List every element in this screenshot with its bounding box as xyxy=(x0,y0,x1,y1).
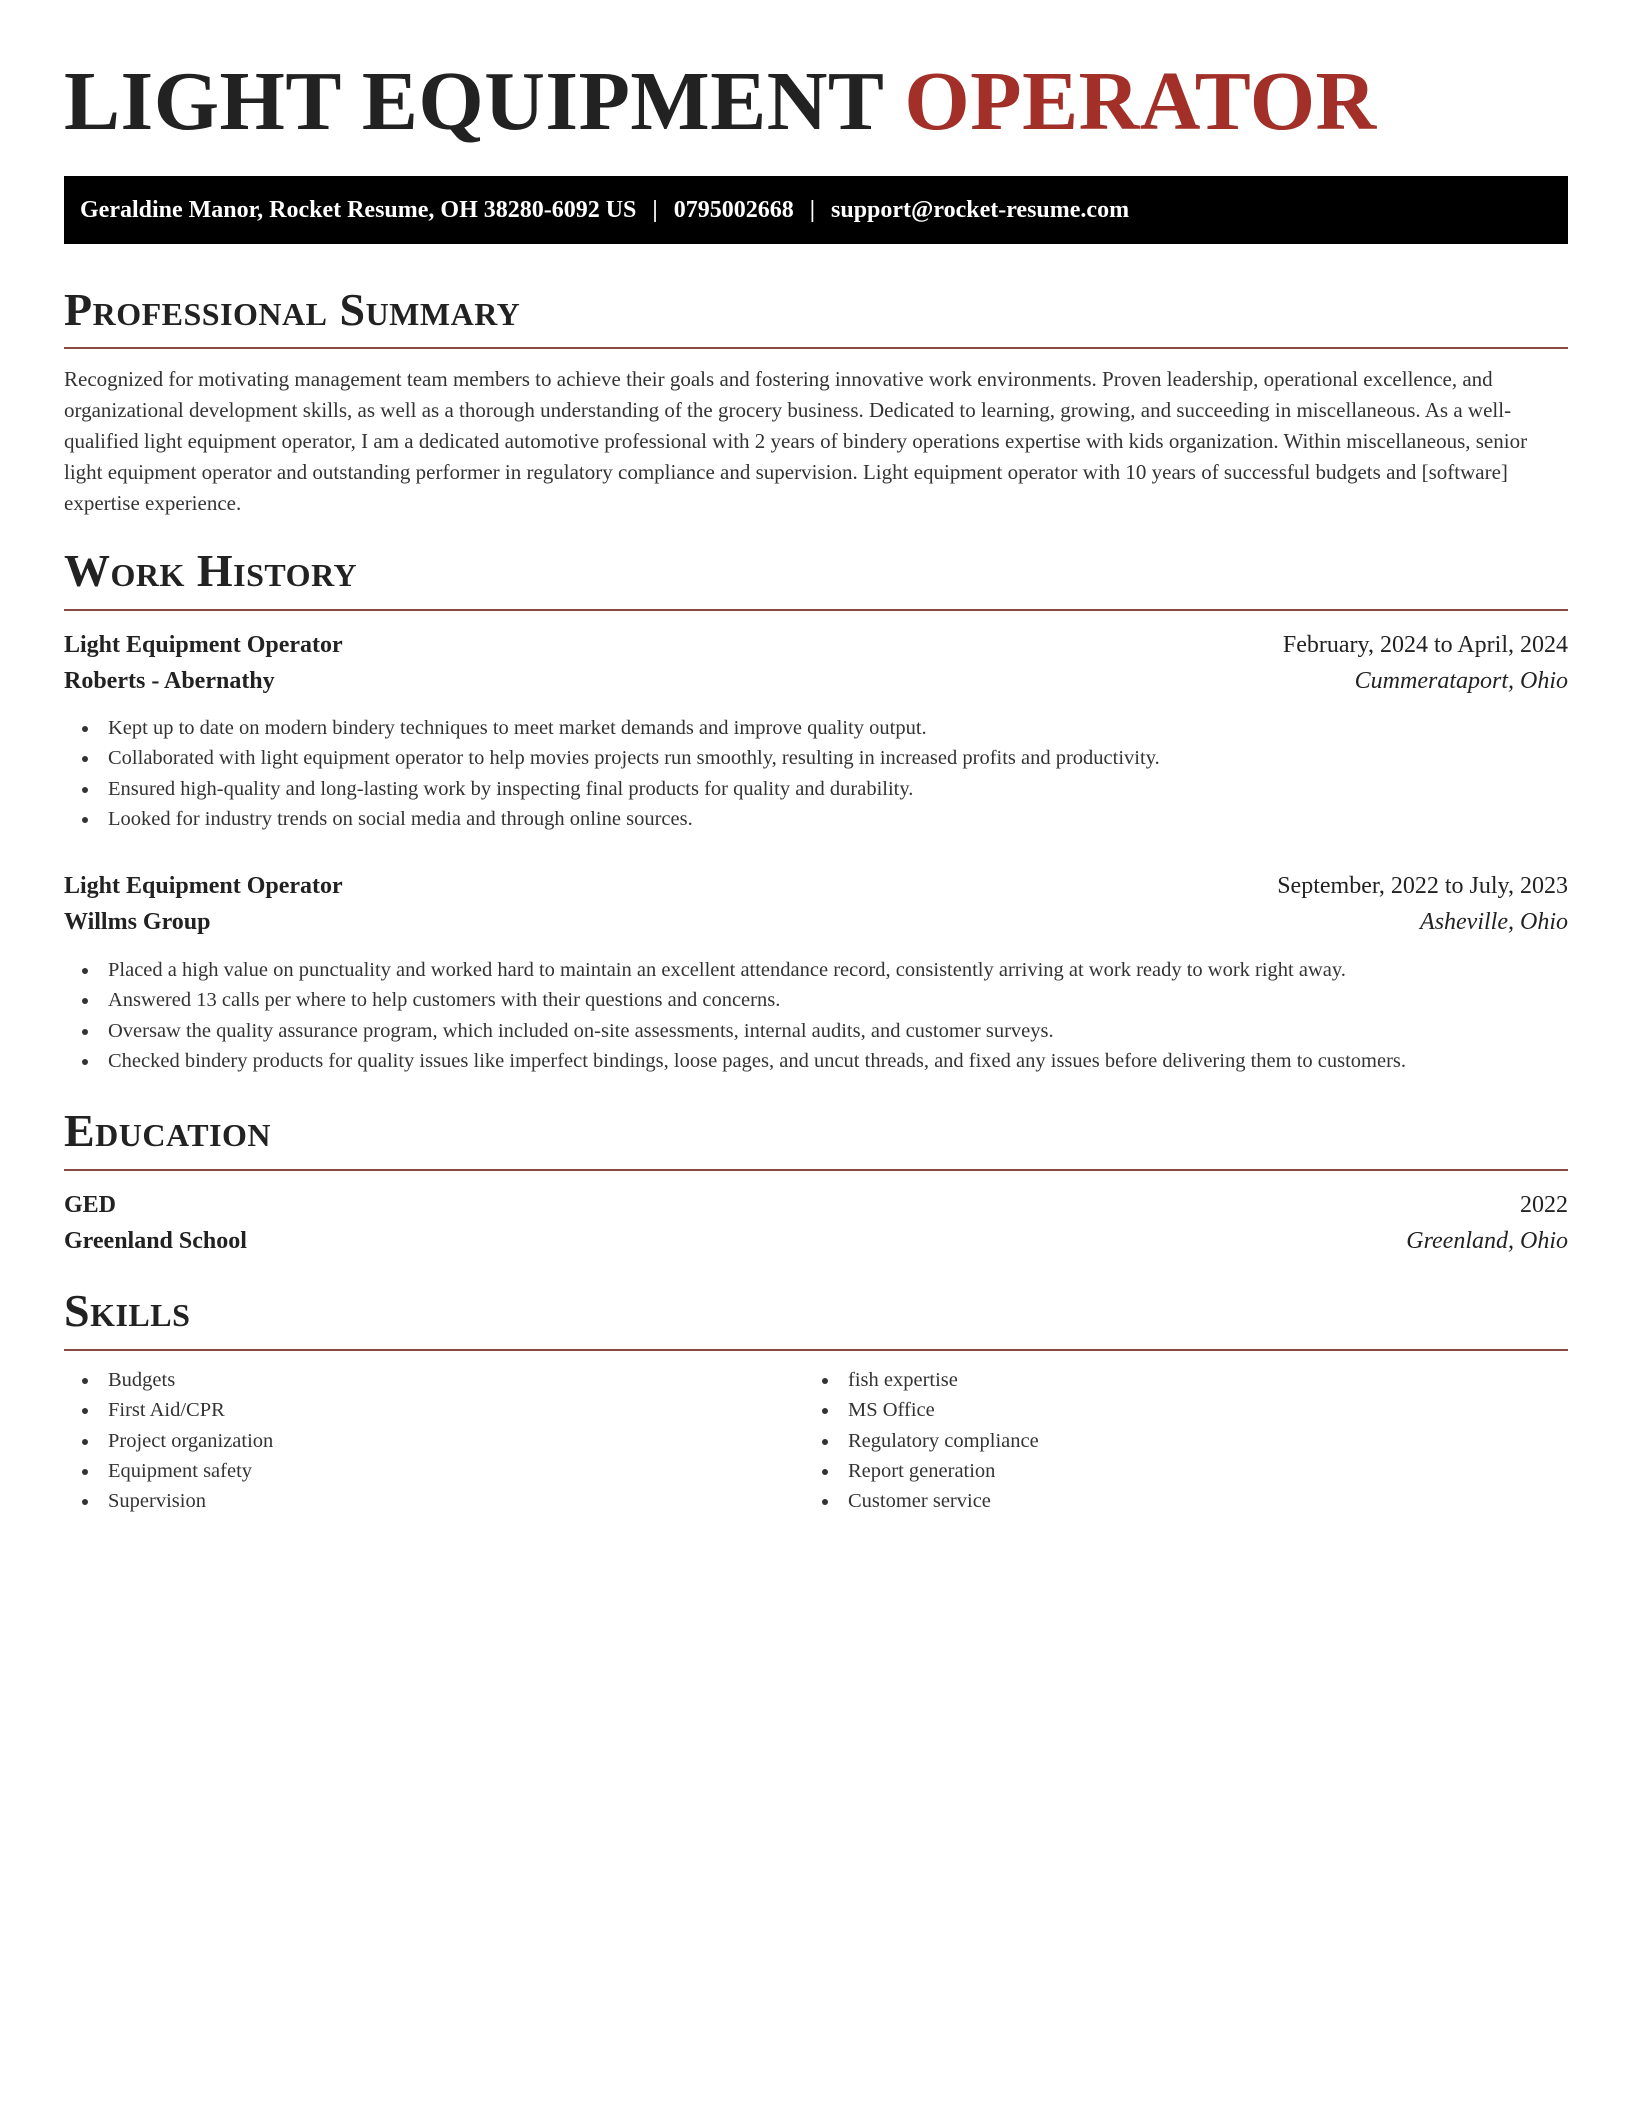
skill-item: Budgets xyxy=(64,1365,1568,1395)
education-school-row xyxy=(64,1223,1568,1259)
job-title: Light Equipment Operator xyxy=(64,873,343,899)
work-history-divider xyxy=(64,609,1568,611)
contact-phone: 0795002668 xyxy=(673,197,794,223)
education-degree: GED xyxy=(64,1192,117,1218)
job-location: Cummerataport, Ohio xyxy=(1354,668,1568,694)
skills-heading: Skills xyxy=(64,1285,191,1336)
list-item: Checked bindery products for quality issues like imperfect bindings, loose pages, and uncut threads, and fixed any issues before delivering them to customers. xyxy=(64,1046,1568,1076)
contact-bar xyxy=(64,176,1568,244)
job-dates: September, 2022 to July, 2023 xyxy=(1277,873,1568,899)
list-item: Kept up to date on modern bindery techniques to meet market demands and improve quality output. xyxy=(64,713,1568,743)
job-1-company-row xyxy=(64,663,1568,699)
skill-item: fish expertise xyxy=(804,1365,1632,1395)
job-title: Light Equipment Operator xyxy=(64,632,343,658)
job-2-title-row xyxy=(64,868,1568,904)
contact-separator: | xyxy=(809,197,815,223)
education-school: Greenland School xyxy=(64,1228,247,1254)
skills-list-right xyxy=(804,1365,1632,1516)
job-2-bullets xyxy=(64,955,1568,1076)
job-1-title-row xyxy=(64,627,1568,663)
education-year: 2022 xyxy=(1520,1192,1568,1218)
summary-heading: Professional Summary xyxy=(64,284,521,335)
list-item: Collaborated with light equipment operator to help movies projects run smoothly, resulting in increased profits and productivity. xyxy=(64,743,1568,773)
summary-divider xyxy=(64,347,1568,349)
education-degree-row xyxy=(64,1187,1568,1223)
job-1-bullets xyxy=(64,713,1568,834)
job-2-company-row xyxy=(64,904,1568,940)
resume-title xyxy=(64,52,1377,152)
list-item: Answered 13 calls per where to help customers with their questions and concerns. xyxy=(64,985,1568,1015)
skill-item: Regulatory compliance xyxy=(804,1426,1632,1456)
list-item: Ensured high-quality and long-lasting work by inspecting final products for quality and durability. xyxy=(64,774,1568,804)
skill-item: Report generation xyxy=(804,1456,1632,1486)
skill-item: Supervision xyxy=(64,1486,1568,1516)
list-item: Oversaw the quality assurance program, which included on-site assessments, internal audits, and customer surveys. xyxy=(64,1016,1568,1046)
education-heading: Education xyxy=(64,1105,272,1156)
work-history-heading: Work History xyxy=(64,545,358,596)
summary-text: Recognized for motivating management team members to achieve their goals and fostering innovative work environments. Proven leadership, operational excellence, and organizational development skills, as well as a thorough understanding of the grocery business. Dedicated to learning, growing, and succeeding in miscellaneous. As a well-qualified light equipment operator, I am a dedicated automotive professional with 2 years of bindery operations expertise with kids organization. Within miscellaneous, senior light equipment operator and outstanding performer in regulatory compliance and supervision. Light equipment operator with 10 years of successful budgets and [software] expertise experience. xyxy=(64,367,1528,515)
skill-item: Equipment safety xyxy=(64,1456,1568,1486)
job-dates: February, 2024 to April, 2024 xyxy=(1282,632,1568,658)
contact-address: Geraldine Manor, Rocket Resume, OH 38280-6092 US xyxy=(80,197,637,223)
title-part-1: LIGHT EQUIPMENT xyxy=(64,55,883,148)
title-part-2: OPERATOR xyxy=(904,55,1377,148)
education-location: Greenland, Ohio xyxy=(1406,1228,1568,1254)
skill-item: MS Office xyxy=(804,1395,1632,1425)
education-divider xyxy=(64,1169,1568,1171)
job-location: Asheville, Ohio xyxy=(1420,909,1568,935)
skill-item: First Aid/CPR xyxy=(64,1395,1568,1425)
job-company: Willms Group xyxy=(64,909,211,935)
skill-item: Customer service xyxy=(804,1486,1632,1516)
list-item: Placed a high value on punctuality and worked hard to maintain an excellent attendance record, consistently arriving at work ready to work right away. xyxy=(64,955,1568,985)
job-company: Roberts - Abernathy xyxy=(64,668,275,694)
contact-email: support@rocket-resume.com xyxy=(831,197,1130,223)
skills-divider xyxy=(64,1349,1568,1351)
list-item: Looked for industry trends on social media and through online sources. xyxy=(64,804,1568,834)
contact-separator: | xyxy=(652,197,658,223)
skill-item: Project organization xyxy=(64,1426,1568,1456)
